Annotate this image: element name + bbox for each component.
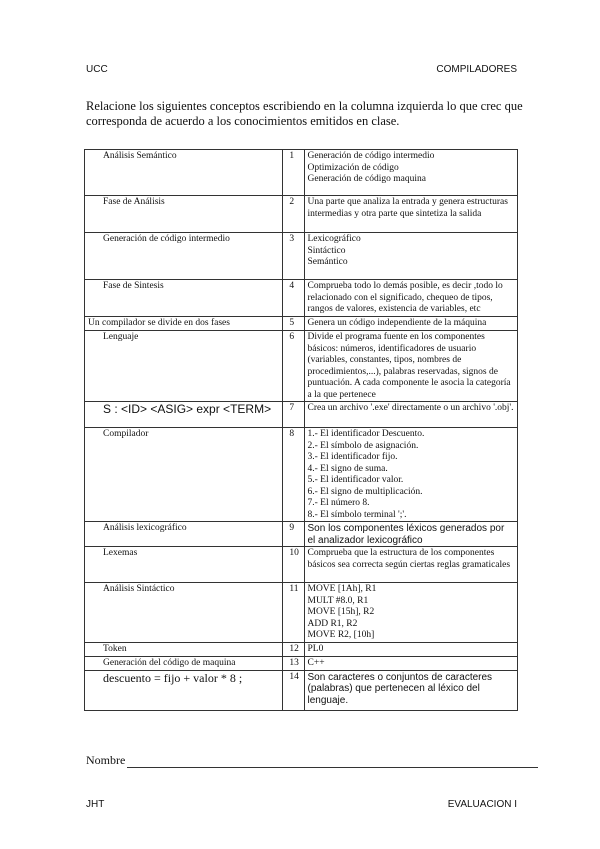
concept-cell: Fase de Análisis (85, 196, 283, 233)
instructions-text: Relacione los siguientes conceptos escribiendo en la columna izquierda lo que crec que corresponda de acuerdo a los conocimientos emitidos en clase. (86, 99, 523, 128)
definition-line: 1.- El identificador Descuento. (307, 429, 425, 439)
table-row (85, 196, 518, 233)
definition-line: Crea un archivo '.exe' directamente o un archivo '.obj'. (307, 403, 514, 413)
definition-line: Optimización de código (307, 162, 399, 173)
definition-line: Lexicográfico (307, 234, 361, 244)
definition-line: PL0 (307, 643, 324, 654)
number-cell: 9 (283, 522, 304, 547)
number-cell: 3 (283, 233, 304, 280)
definition-cell (304, 583, 518, 643)
definition-line: Sintáctico (307, 245, 346, 256)
definition-line: Generación de código maquina (307, 174, 426, 184)
table-row (85, 670, 518, 710)
definition-line: Una parte que analiza la entrada y genera estructuras intermedias y otra parte que sintetiza la salida (307, 197, 508, 219)
table-row (85, 642, 518, 656)
concept-cell: Lenguaje (85, 331, 283, 402)
concept-cell: Token (85, 642, 283, 656)
definition-cell (304, 331, 518, 402)
definition-line: 5.- El identificador valor. (307, 475, 404, 485)
definition-cell (304, 196, 518, 233)
definition-line: C++ (307, 657, 325, 668)
definition-line: MOVE [1Ah], R1 (307, 584, 377, 594)
number-cell: 14 (283, 670, 304, 710)
definition-cell (304, 656, 518, 670)
definition-cell (304, 317, 518, 331)
table-row (85, 233, 518, 280)
definition-line: ADD R1, R2 (307, 618, 358, 629)
definition-line: Comprueba todo lo demás posible, es decir ,todo lo relacionado con el significado, chequeo de tipos, rangos de valores, existencia de variables, etc (307, 281, 503, 314)
concept-cell: Compilador (85, 428, 283, 522)
definition-cell (304, 522, 518, 547)
definition-line: MOVE R2, [10h] (307, 630, 375, 640)
name-field (86, 753, 538, 768)
concept-cell: Fase de Sintesis (85, 280, 283, 317)
concept-cell: Generación de código intermedio (85, 233, 283, 280)
concept-cell: Análisis lexicográfico (85, 522, 283, 547)
table-row (85, 150, 518, 196)
definition-cell (304, 233, 518, 280)
number-cell: 7 (283, 402, 304, 428)
number-cell: 6 (283, 331, 304, 402)
number-cell: 2 (283, 196, 304, 233)
matching-table (84, 149, 518, 711)
definition-line: Generación de código intermedio (307, 151, 435, 161)
footer-evaluation: EVALUACION I (447, 799, 517, 810)
number-cell: 13 (283, 656, 304, 670)
definition-cell (304, 642, 518, 656)
definition-line: MOVE [15h], R2 (307, 607, 375, 617)
name-blank-line (127, 755, 538, 768)
definition-line: 6.- El signo de multiplicación. (307, 486, 423, 497)
definition-line: 8.- El símbolo terminal ';'. (307, 509, 407, 520)
number-cell: 4 (283, 280, 304, 317)
concept-cell: Generación del código de maquina (85, 656, 283, 670)
definition-line: Divide el programa fuente en los componentes básicos: números, identificadores de usuario (variables, constantes, tipos, nombres de procedimientos,...), palabras reservadas, signos de puntuación. A cada componente le asocia la categoría a la que pertenece (307, 332, 511, 400)
table-row (85, 522, 518, 547)
header-subject: COMPILADORES (436, 64, 517, 75)
name-label: Nombre (86, 753, 126, 767)
definition-line: MULT #8.0, R1 (307, 595, 369, 606)
number-cell: 5 (283, 317, 304, 331)
definition-line: 7.- El número 8. (307, 498, 370, 508)
definition-line: 3.- El identificador fijo. (307, 452, 398, 462)
table-row (85, 428, 518, 522)
definition-line: Comprueba que la estructura de los componentes básicos sea correcta según ciertas reglas gramaticales (307, 548, 511, 570)
concept-cell: Análisis Sintáctico (85, 583, 283, 643)
definition-cell (304, 547, 518, 583)
concept-cell: descuento = fijo + valor * 8 ; (85, 670, 283, 710)
definition-line: Son caracteres o conjuntos de caracteres (palabras) que pertenecen al léxico del lenguaje. (307, 671, 493, 706)
definition-line: 4.- El signo de suma. (307, 463, 388, 474)
number-cell: 11 (283, 583, 304, 643)
number-cell: 12 (283, 642, 304, 656)
header-course: UCC (86, 64, 108, 75)
number-cell: 10 (283, 547, 304, 583)
concept-cell: Lexemas (85, 547, 283, 583)
table-row (85, 402, 518, 428)
concept-cell: Un compilador se divide en dos fases (85, 317, 283, 331)
definition-cell (304, 150, 518, 196)
table-row (85, 656, 518, 670)
concept-cell: S : <ID> <ASIG> expr <TERM> (85, 402, 283, 428)
number-cell: 8 (283, 428, 304, 522)
definition-cell (304, 280, 518, 317)
definition-line: Genera un código independiente de la máquina (307, 318, 487, 328)
definition-cell (304, 428, 518, 522)
footer-author: JHT (86, 799, 105, 810)
table-row (85, 331, 518, 402)
table-row (85, 547, 518, 583)
number-cell: 1 (283, 150, 304, 196)
definition-line: Son los componentes léxicos generados por el analizador lexicográfico (307, 523, 505, 546)
definition-line: Semántico (307, 257, 348, 267)
table-row (85, 280, 518, 317)
table-row (85, 317, 518, 331)
table-row (85, 583, 518, 643)
definition-cell (304, 402, 518, 428)
concept-cell: Análisis Semántico (85, 150, 283, 196)
definition-cell (304, 670, 518, 710)
definition-line: 2.- El símbolo de asignación. (307, 440, 419, 451)
